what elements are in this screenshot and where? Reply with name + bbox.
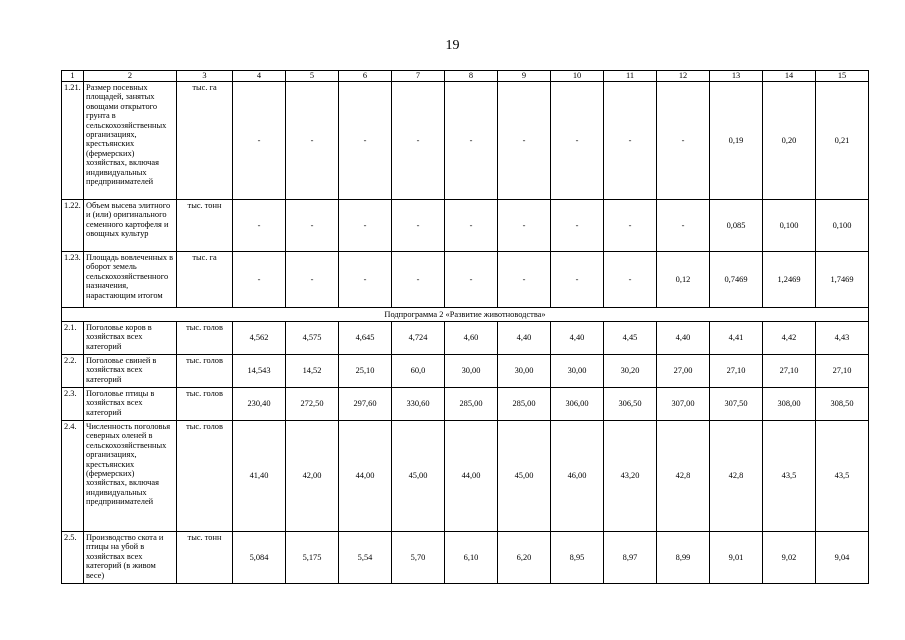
value-cell: 4,40 (498, 322, 551, 355)
column-number-cell: 2 (84, 71, 177, 82)
value-cell: 308,50 (816, 388, 869, 421)
unit-cell: тыс. голов (177, 388, 233, 421)
value-cell: 4,60 (445, 322, 498, 355)
value-cell: - (551, 82, 604, 200)
table-row (62, 322, 869, 355)
value-cell: - (286, 252, 339, 308)
value-cell: 43,5 (816, 421, 869, 532)
value-cell: - (551, 200, 604, 252)
value-cell: - (657, 200, 710, 252)
value-cell: 0,21 (816, 82, 869, 200)
column-number-cell: 11 (604, 71, 657, 82)
row-number-cell: 1.22. (62, 200, 84, 252)
unit-cell: тыс. га (177, 252, 233, 308)
page-number: 19 (445, 38, 460, 53)
unit-cell: тыс. га (177, 82, 233, 200)
value-cell: - (498, 252, 551, 308)
value-cell: 306,50 (604, 388, 657, 421)
value-cell: 4,40 (657, 322, 710, 355)
value-cell: - (445, 200, 498, 252)
value-cell: - (445, 252, 498, 308)
column-number-cell: 5 (286, 71, 339, 82)
column-number-cell: 15 (816, 71, 869, 82)
value-cell: - (233, 252, 286, 308)
value-cell: 6,20 (498, 532, 551, 584)
value-cell: - (498, 82, 551, 200)
value-cell: 285,00 (445, 388, 498, 421)
table-row (62, 421, 869, 532)
unit-cell: тыс. тонн (177, 200, 233, 252)
value-cell: - (392, 82, 445, 200)
value-cell: 272,50 (286, 388, 339, 421)
table-row (62, 388, 869, 421)
value-cell: 1,2469 (763, 252, 816, 308)
value-cell: 0,7469 (710, 252, 763, 308)
row-number-cell: 1.21. (62, 82, 84, 200)
value-cell: - (339, 252, 392, 308)
value-cell: 43,20 (604, 421, 657, 532)
value-cell: 4,42 (763, 322, 816, 355)
value-cell: 44,00 (445, 421, 498, 532)
value-cell: 4,724 (392, 322, 445, 355)
value-cell: 0,100 (816, 200, 869, 252)
value-cell: 0,100 (763, 200, 816, 252)
value-cell: 27,00 (657, 355, 710, 388)
value-cell: 30,00 (498, 355, 551, 388)
row-number-cell: 1.23. (62, 252, 84, 308)
value-cell: - (339, 200, 392, 252)
value-cell: 30,00 (445, 355, 498, 388)
value-cell: 307,50 (710, 388, 763, 421)
value-cell: 5,54 (339, 532, 392, 584)
column-number-cell: 1 (62, 71, 84, 82)
value-cell: 4,40 (551, 322, 604, 355)
value-cell: 4,43 (816, 322, 869, 355)
header-row (62, 71, 869, 82)
value-cell: - (233, 200, 286, 252)
table-row (62, 82, 869, 200)
value-cell: 0,12 (657, 252, 710, 308)
column-number-cell: 8 (445, 71, 498, 82)
value-cell: 8,97 (604, 532, 657, 584)
value-cell: 5,70 (392, 532, 445, 584)
value-cell: 5,084 (233, 532, 286, 584)
value-cell: 0,19 (710, 82, 763, 200)
indicators-table (61, 70, 869, 584)
value-cell: 4,41 (710, 322, 763, 355)
row-number-cell: 2.2. (62, 355, 84, 388)
indicator-name-cell: Объем высева элитного и (или) оригинального семенного картофеля и овощных культур (84, 200, 177, 252)
table-row (62, 252, 869, 308)
value-cell: 297,60 (339, 388, 392, 421)
value-cell: 5,175 (286, 532, 339, 584)
value-cell: - (498, 200, 551, 252)
value-cell: 25,10 (339, 355, 392, 388)
value-cell: 230,40 (233, 388, 286, 421)
column-number-cell: 3 (177, 71, 233, 82)
value-cell: 30,00 (551, 355, 604, 388)
value-cell: 42,8 (710, 421, 763, 532)
value-cell: 46,00 (551, 421, 604, 532)
value-cell: 8,99 (657, 532, 710, 584)
value-cell: 4,645 (339, 322, 392, 355)
column-number-cell: 10 (551, 71, 604, 82)
row-number-cell: 2.4. (62, 421, 84, 532)
value-cell: - (286, 82, 339, 200)
value-cell: 27,10 (710, 355, 763, 388)
value-cell: 42,00 (286, 421, 339, 532)
indicator-name-cell: Поголовье коров в хозяйствах всех категорий (84, 322, 177, 355)
unit-cell: тыс. голов (177, 322, 233, 355)
table-row (62, 200, 869, 252)
value-cell: 45,00 (392, 421, 445, 532)
row-number-cell: 2.5. (62, 532, 84, 584)
unit-cell: тыс. голов (177, 355, 233, 388)
value-cell: 27,10 (816, 355, 869, 388)
value-cell: 42,8 (657, 421, 710, 532)
table-row (62, 355, 869, 388)
value-cell: - (604, 200, 657, 252)
column-number-cell: 13 (710, 71, 763, 82)
value-cell: 330,60 (392, 388, 445, 421)
value-cell: 4,45 (604, 322, 657, 355)
column-number-cell: 4 (233, 71, 286, 82)
value-cell: 27,10 (763, 355, 816, 388)
value-cell: 14,52 (286, 355, 339, 388)
value-cell: 30,20 (604, 355, 657, 388)
value-cell: 307,00 (657, 388, 710, 421)
table-row (62, 532, 869, 584)
value-cell: - (339, 82, 392, 200)
section-title-cell: Подпрограмма 2 «Развитие животноводства» (62, 308, 869, 322)
section-row (62, 308, 869, 322)
value-cell: 44,00 (339, 421, 392, 532)
value-cell: 9,04 (816, 532, 869, 584)
value-cell: - (392, 252, 445, 308)
value-cell: - (233, 82, 286, 200)
value-cell: 1,7469 (816, 252, 869, 308)
row-number-cell: 2.1. (62, 322, 84, 355)
value-cell: - (445, 82, 498, 200)
unit-cell: тыс. тонн (177, 532, 233, 584)
value-cell: - (286, 200, 339, 252)
value-cell: 8,95 (551, 532, 604, 584)
indicator-name-cell: Поголовье свиней в хозяйствах всех категорий (84, 355, 177, 388)
indicator-name-cell: Численность поголовья северных оленей в сельскохозяйственных организациях, крестьянских (фермерских) хозяйствах, включая индивидуальных предпринимателей (84, 421, 177, 532)
value-cell: 14,543 (233, 355, 286, 388)
value-cell: - (657, 82, 710, 200)
row-number-cell: 2.3. (62, 388, 84, 421)
value-cell: 41,40 (233, 421, 286, 532)
indicator-name-cell: Поголовье птицы в хозяйствах всех категорий (84, 388, 177, 421)
column-number-cell: 6 (339, 71, 392, 82)
value-cell: 43,5 (763, 421, 816, 532)
value-cell: 45,00 (498, 421, 551, 532)
unit-cell: тыс. голов (177, 421, 233, 532)
value-cell: - (551, 252, 604, 308)
indicator-name-cell: Производство скота и птицы на убой в хозяйствах всех категорий (в живом весе) (84, 532, 177, 584)
value-cell: - (604, 252, 657, 308)
value-cell: 306,00 (551, 388, 604, 421)
value-cell: 4,575 (286, 322, 339, 355)
value-cell: 308,00 (763, 388, 816, 421)
value-cell: 6,10 (445, 532, 498, 584)
value-cell: 0,20 (763, 82, 816, 200)
indicator-name-cell: Размер посевных площадей, занятых овощами открытого грунта в сельскохозяйственных организациях, крестьянских (фермерских) хозяйствах, включая индивидуальных предпринимателей (84, 82, 177, 200)
column-number-cell: 14 (763, 71, 816, 82)
value-cell: 60,0 (392, 355, 445, 388)
column-number-cell: 12 (657, 71, 710, 82)
column-number-cell: 7 (392, 71, 445, 82)
value-cell: 4,562 (233, 322, 286, 355)
value-cell: - (604, 82, 657, 200)
value-cell: 9,02 (763, 532, 816, 584)
column-number-cell: 9 (498, 71, 551, 82)
value-cell: - (392, 200, 445, 252)
value-cell: 9,01 (710, 532, 763, 584)
value-cell: 0,085 (710, 200, 763, 252)
indicator-name-cell: Площадь вовлеченных в оборот земель сельскохозяйственного назначения, нарастающим итогом (84, 252, 177, 308)
value-cell: 285,00 (498, 388, 551, 421)
